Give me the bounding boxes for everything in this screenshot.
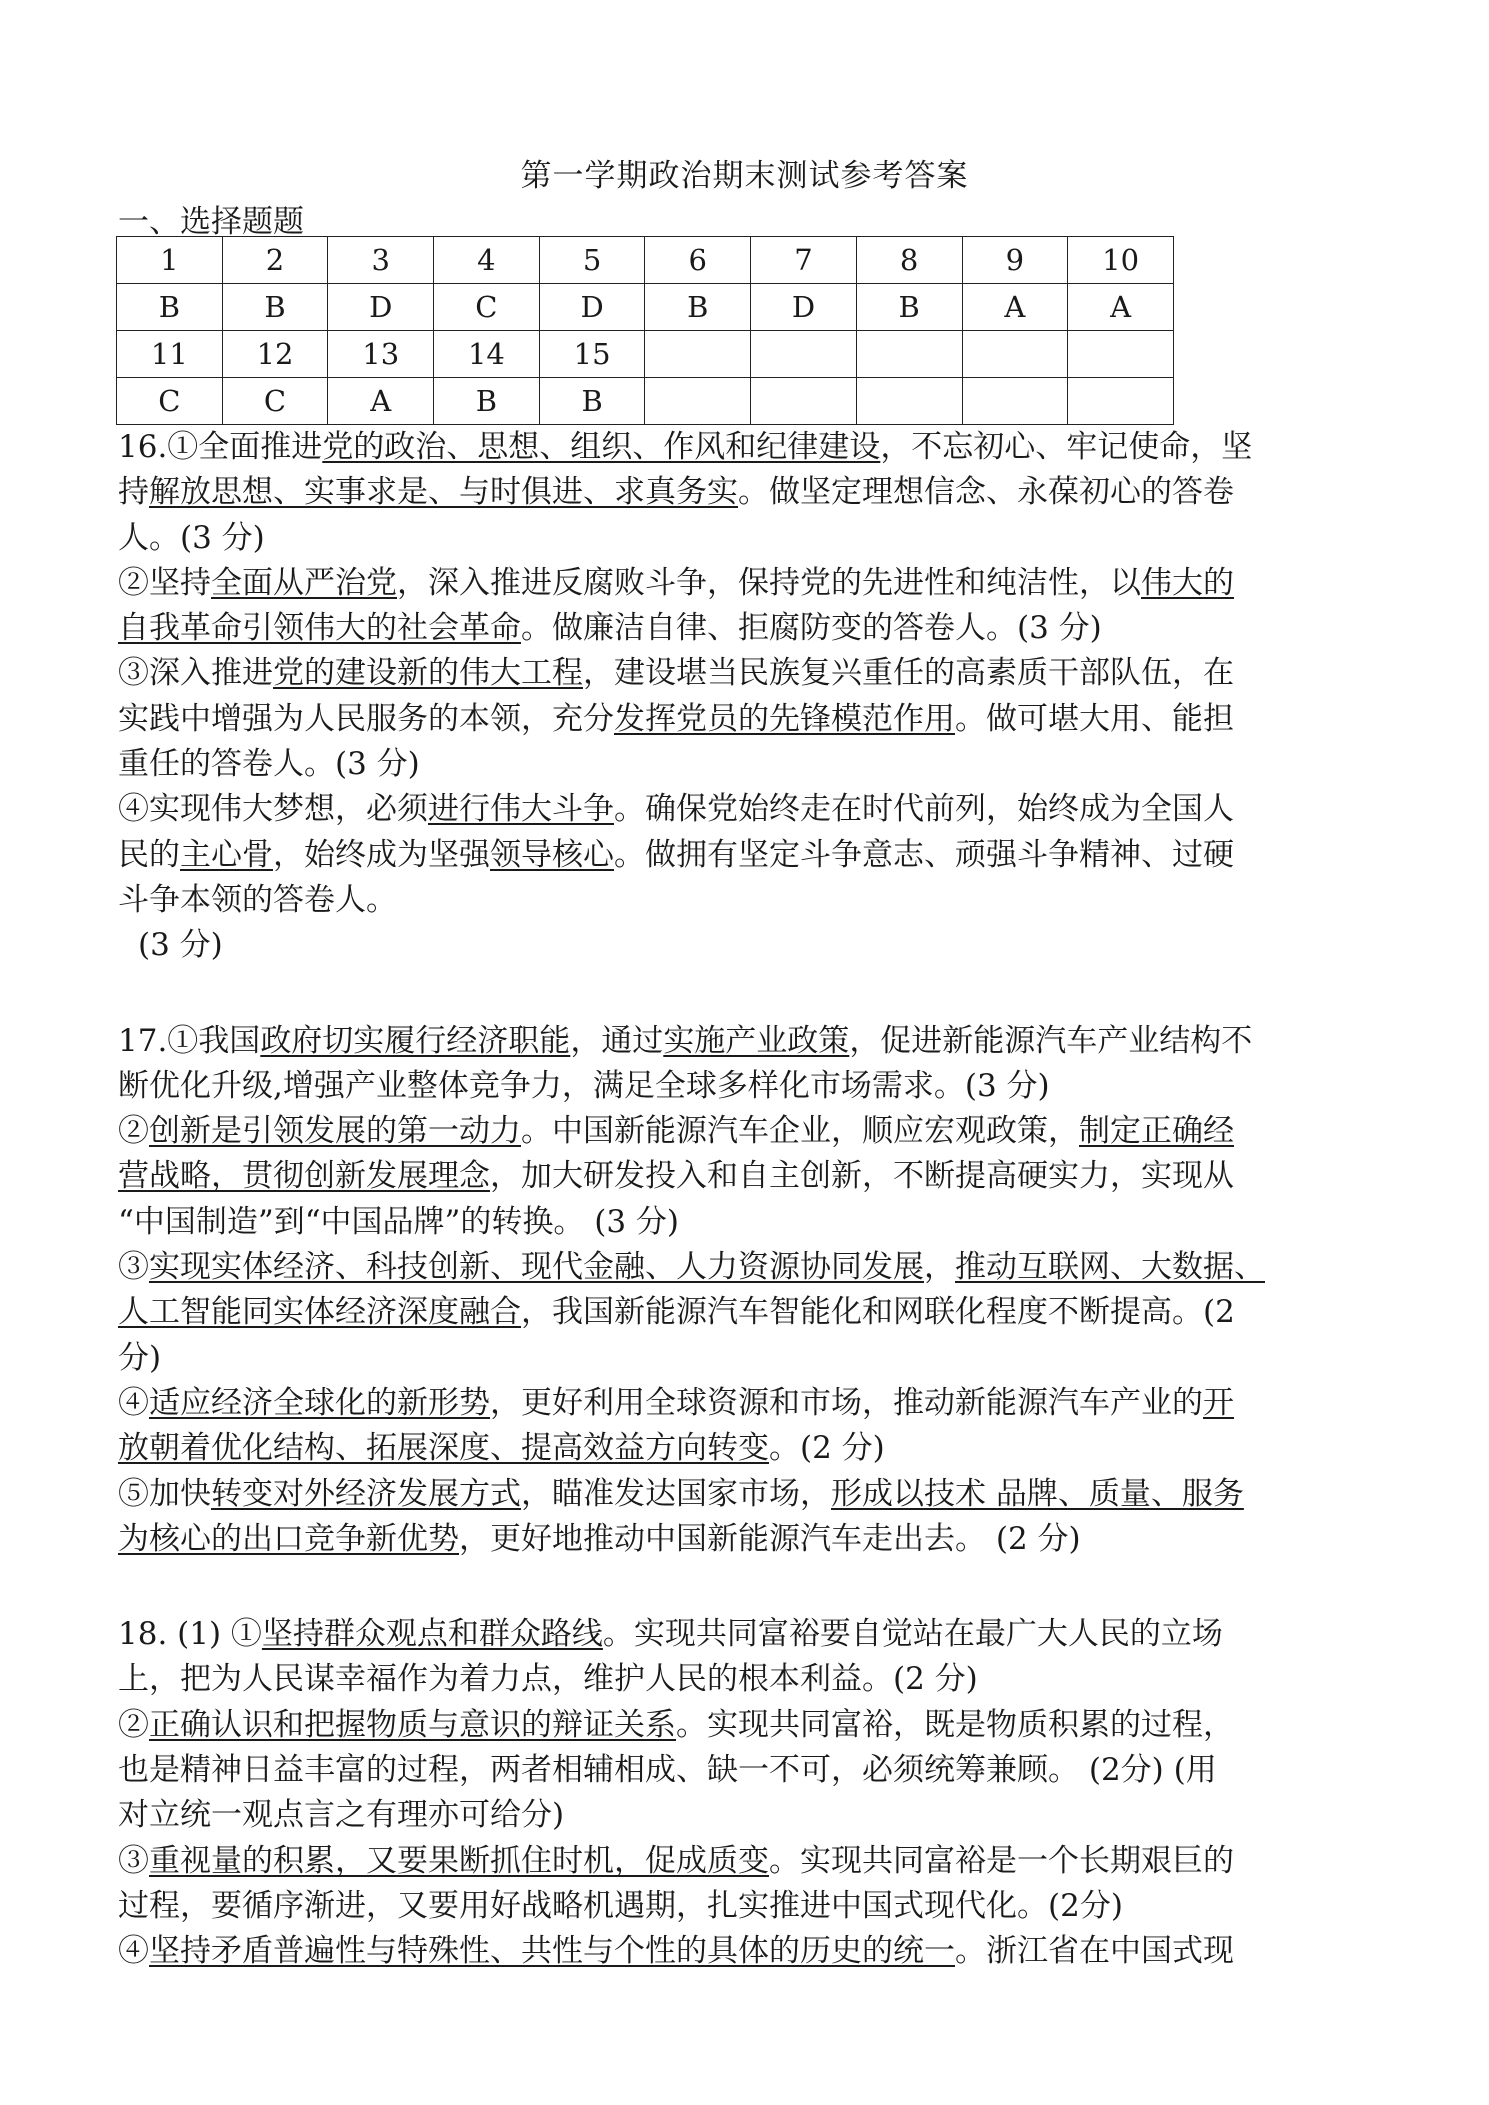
answer-line: [118, 1472, 1378, 1517]
underlined-key-point: 营战略，贯彻创新发展理念: [118, 1158, 490, 1195]
answer-text: ④实现伟大梦想，必须: [118, 791, 428, 828]
answer-cell: C: [117, 378, 223, 425]
answer-line: [118, 1109, 1378, 1154]
question-number-cell: 10: [1068, 237, 1174, 284]
answer-text: “中国制造”到“中国品牌”的转换。 (3 分): [118, 1203, 680, 1240]
underlined-key-point: 领导核心: [490, 836, 614, 873]
answer-row: [117, 284, 1174, 331]
answer-text: ③深入推进: [118, 655, 273, 692]
answer-line: [118, 1929, 1378, 1974]
answer-text: ，我国新能源汽车智能化和网联化程度不断提高。(2: [521, 1294, 1235, 1331]
answer-text: 。(2 分): [769, 1430, 885, 1467]
answer-text: 过程，要循序渐进，又要用好战略机遇期，扎实推进中国式现代化。(2分): [118, 1887, 1123, 1924]
answer-cell: B: [645, 284, 751, 331]
answer-line: [118, 1154, 1378, 1199]
underlined-key-point: 重视量的积累，又要果断抓住时机，促成质变: [149, 1842, 769, 1879]
answer-text: ②坚持: [118, 564, 211, 601]
question-number-cell: 14: [434, 331, 540, 378]
question-number-cell: 6: [645, 237, 751, 284]
underlined-key-point: 坚持群众观点和群众路线: [261, 1616, 603, 1653]
answer-row: [117, 378, 1174, 425]
answer-cell: [1068, 378, 1174, 425]
question-number-cell: 11: [117, 331, 223, 378]
underlined-key-point: 实现实体经济、科技创新、现代金融、人力资源协同发展: [149, 1249, 924, 1286]
underlined-key-point: 适应经济全球化的新形势: [149, 1384, 490, 1421]
answer-cell: C: [222, 378, 328, 425]
underlined-key-point: 全面从严治党: [211, 564, 397, 601]
answer-text: ②: [118, 1706, 149, 1743]
answer-cell: B: [539, 378, 645, 425]
answer-line: [118, 1657, 1378, 1702]
underlined-key-point: 创新是引领发展的第一动力: [149, 1113, 521, 1150]
answer-text: ，促进新能源汽车产业结构不: [849, 1022, 1253, 1059]
answer-text: 民的: [118, 836, 180, 873]
underlined-key-point: 形成以技术 品牌、质量、服务: [831, 1475, 1244, 1512]
answer-text: 分): [118, 1339, 162, 1376]
answer-text: 对立统一观点言之有理亦可给分): [118, 1797, 565, 1834]
answer-text: 也是精神日益丰富的过程，两者相辅相成、缺一不可，必须统筹兼顾。 (2分) (用: [118, 1752, 1217, 1789]
answer-line: [118, 1019, 1378, 1064]
underlined-key-point: 进行伟大斗争: [428, 791, 614, 828]
answer-line: [118, 1245, 1378, 1290]
answer-text: ，始终成为坚强: [273, 836, 490, 873]
question-number-cell: [962, 331, 1068, 378]
answer-line: [118, 516, 1378, 561]
underlined-key-point: 人工智能同实体经济深度融合: [118, 1294, 521, 1331]
question-number-cell: 9: [962, 237, 1068, 284]
answer-cell: B: [222, 284, 328, 331]
question-number-row: [117, 237, 1174, 284]
answer-cell: B: [117, 284, 223, 331]
question-number-cell: 8: [856, 237, 962, 284]
answer-text: 上，把为人民谋幸福作为着力点，维护人民的根本利益。(2 分): [118, 1661, 978, 1698]
answer-line: [118, 1336, 1378, 1381]
underlined-key-point: 自我革命引领伟大的社会革命: [118, 610, 521, 647]
answer-text-body: [118, 425, 1378, 1975]
answer-cell: [751, 378, 857, 425]
answer-text: ，更好地推动中国新能源汽车走出去。 (2 分): [459, 1520, 1081, 1557]
section-gap: [118, 1562, 1378, 1612]
answer-line: [118, 923, 1378, 968]
question-number-cell: [751, 331, 857, 378]
question-number-cell: [645, 331, 751, 378]
answer-cell: D: [539, 284, 645, 331]
answer-text: 斗争本领的答卷人。: [118, 881, 397, 918]
question-number-row: [117, 331, 1174, 378]
underlined-key-point: 解放思想、实事求是、与时俱进、求真务实: [149, 474, 738, 511]
answer-text: 。实现共同富裕要自觉站在最广大人民的立场: [602, 1616, 1223, 1653]
answer-cell: B: [856, 284, 962, 331]
answer-text: ③: [118, 1249, 149, 1286]
section-heading-multiple-choice: 一、选择题题: [118, 204, 304, 240]
answer-text: ③: [118, 1842, 149, 1879]
answer-line: [118, 1884, 1378, 1929]
underlined-key-point: 伟大的: [1141, 564, 1234, 601]
answer-text: ，通过: [570, 1022, 664, 1059]
answer-text: ④: [118, 1384, 149, 1421]
underlined-key-point: 党的建设新的伟大工程: [273, 655, 583, 692]
answer-text: 。中国新能源汽车企业，顺应宏观政策，: [521, 1113, 1079, 1150]
answer-text: ，: [924, 1249, 955, 1286]
answer-text: 人。(3 分): [118, 519, 265, 556]
question-number-cell: 12: [222, 331, 328, 378]
answer-cell: A: [962, 284, 1068, 331]
answer-text: 。实现共同富裕，既是物质积累的过程，: [676, 1706, 1234, 1743]
answer-line: [118, 606, 1378, 651]
underlined-key-point: 开: [1203, 1384, 1234, 1421]
answer-cell: D: [751, 284, 857, 331]
answer-line: [118, 651, 1378, 696]
answer-cell: [856, 378, 962, 425]
answer-text: 。做廉洁自律、拒腐防变的答卷人。(3 分): [521, 610, 1102, 647]
answer-line: [118, 697, 1378, 742]
answer-line: [118, 742, 1378, 787]
answer-line: [118, 833, 1378, 878]
answer-cell: C: [434, 284, 540, 331]
answer-text: 。做可堪大用、能担: [955, 700, 1234, 737]
question-number-cell: [1068, 331, 1174, 378]
answer-text: ，加大研发投入和自主创新，不断提高硬实力，实现从: [490, 1158, 1234, 1195]
underlined-key-point: 发挥党员的先锋模范作用: [614, 700, 955, 737]
answer-text: 持: [118, 474, 149, 511]
answer-text: ④: [118, 1933, 149, 1970]
answer-line: [118, 1200, 1378, 1245]
answer-text: 重任的答卷人。(3 分): [118, 746, 420, 783]
answer-text: 实践中增强为人民服务的本领，充分: [118, 700, 614, 737]
underlined-key-point: 党的政治、思想、组织、作风和纪律建设: [322, 429, 881, 465]
answer-text: ，深入推进反腐败斗争，保持党的先进性和纯洁性，以: [397, 564, 1141, 601]
answer-line: [118, 1517, 1378, 1562]
answer-text: ，瞄准发达国家市场，: [521, 1475, 831, 1512]
multiple-choice-answer-table: [116, 236, 1174, 425]
answer-line: [118, 1793, 1378, 1838]
answer-text: 16.①全面推进: [118, 429, 323, 465]
section-gap: [118, 969, 1378, 1019]
underlined-key-point: 实施产业政策: [663, 1022, 850, 1059]
answer-line: [118, 1381, 1378, 1426]
underlined-key-point: 政府切实履行经济职能: [260, 1022, 571, 1059]
answer-text: ，建设堪当民族复兴重任的高素质干部队伍，在: [583, 655, 1234, 692]
answer-text: ，更好利用全球资源和市场，推动新能源汽车产业的: [490, 1384, 1203, 1421]
underlined-key-point: 正确认识和把握物质与意识的辩证关系: [149, 1706, 676, 1743]
answer-line: [118, 1748, 1378, 1793]
answer-text: 。确保党始终走在时代前列，始终成为全国人: [614, 791, 1234, 828]
question-number-cell: 3: [328, 237, 434, 284]
question-number-cell: 15: [539, 331, 645, 378]
answer-line: [118, 1703, 1378, 1748]
underlined-key-point: 放朝着优化结构、拓展深度、提高效益方向转变: [118, 1430, 769, 1467]
answer-text: ，不忘初心、牢记使命，坚: [880, 429, 1253, 465]
answer-line: [118, 1290, 1378, 1335]
question-number-cell: 13: [328, 331, 434, 378]
answer-text: (3 分): [138, 927, 223, 964]
answer-line: [118, 1426, 1378, 1471]
answer-line: [118, 787, 1378, 832]
answer-line: [118, 878, 1378, 923]
underlined-key-point: 转变对外经济发展方式: [211, 1475, 521, 1512]
question-number-cell: 7: [751, 237, 857, 284]
answer-line: [118, 1839, 1378, 1884]
question-number-cell: [856, 331, 962, 378]
underlined-key-point: 推动互联网、大数据、: [955, 1249, 1265, 1286]
answer-cell: B: [434, 378, 540, 425]
answer-line: [118, 561, 1378, 606]
answer-text: 。做拥有坚定斗争意志、顽强斗争精神、过硬: [614, 836, 1234, 873]
answer-line: [118, 470, 1378, 515]
answer-line: [118, 1612, 1378, 1657]
question-number-cell: 1: [117, 237, 223, 284]
question-number-cell: 2: [222, 237, 328, 284]
answer-cell: A: [328, 378, 434, 425]
answer-text: 断优化升级,增强产业整体竞争力，满足全球多样化市场需求。(3 分): [118, 1067, 1050, 1104]
answer-line: [118, 1064, 1378, 1109]
answer-text: 。做坚定理想信念、永葆初心的答卷: [738, 474, 1234, 511]
answer-cell: D: [328, 284, 434, 331]
underlined-key-point: 制定正确经: [1079, 1113, 1234, 1150]
page-title: 第一学期政治期末测试参考答案: [520, 158, 969, 194]
answer-cell: A: [1068, 284, 1174, 331]
question-number-cell: 4: [434, 237, 540, 284]
answer-cell: [645, 378, 751, 425]
answer-text: 17.①我国: [118, 1022, 261, 1059]
question-number-cell: 5: [539, 237, 645, 284]
answer-cell: [962, 378, 1068, 425]
answer-line: [118, 425, 1378, 470]
answer-text: ②: [118, 1113, 149, 1150]
underlined-key-point: 为核心的出口竞争新优势: [118, 1520, 459, 1557]
underlined-key-point: 主心骨: [180, 836, 273, 873]
answer-text: 。浙江省在中国式现: [955, 1933, 1234, 1970]
underlined-key-point: 坚持矛盾普遍性与特殊性、共性与个性的具体的历史的统一: [149, 1933, 955, 1970]
answer-text: 18. (1) ①: [118, 1616, 262, 1653]
answer-text: ⑤加快: [118, 1475, 211, 1512]
answer-text: 。实现共同富裕是一个长期艰巨的: [769, 1842, 1234, 1879]
